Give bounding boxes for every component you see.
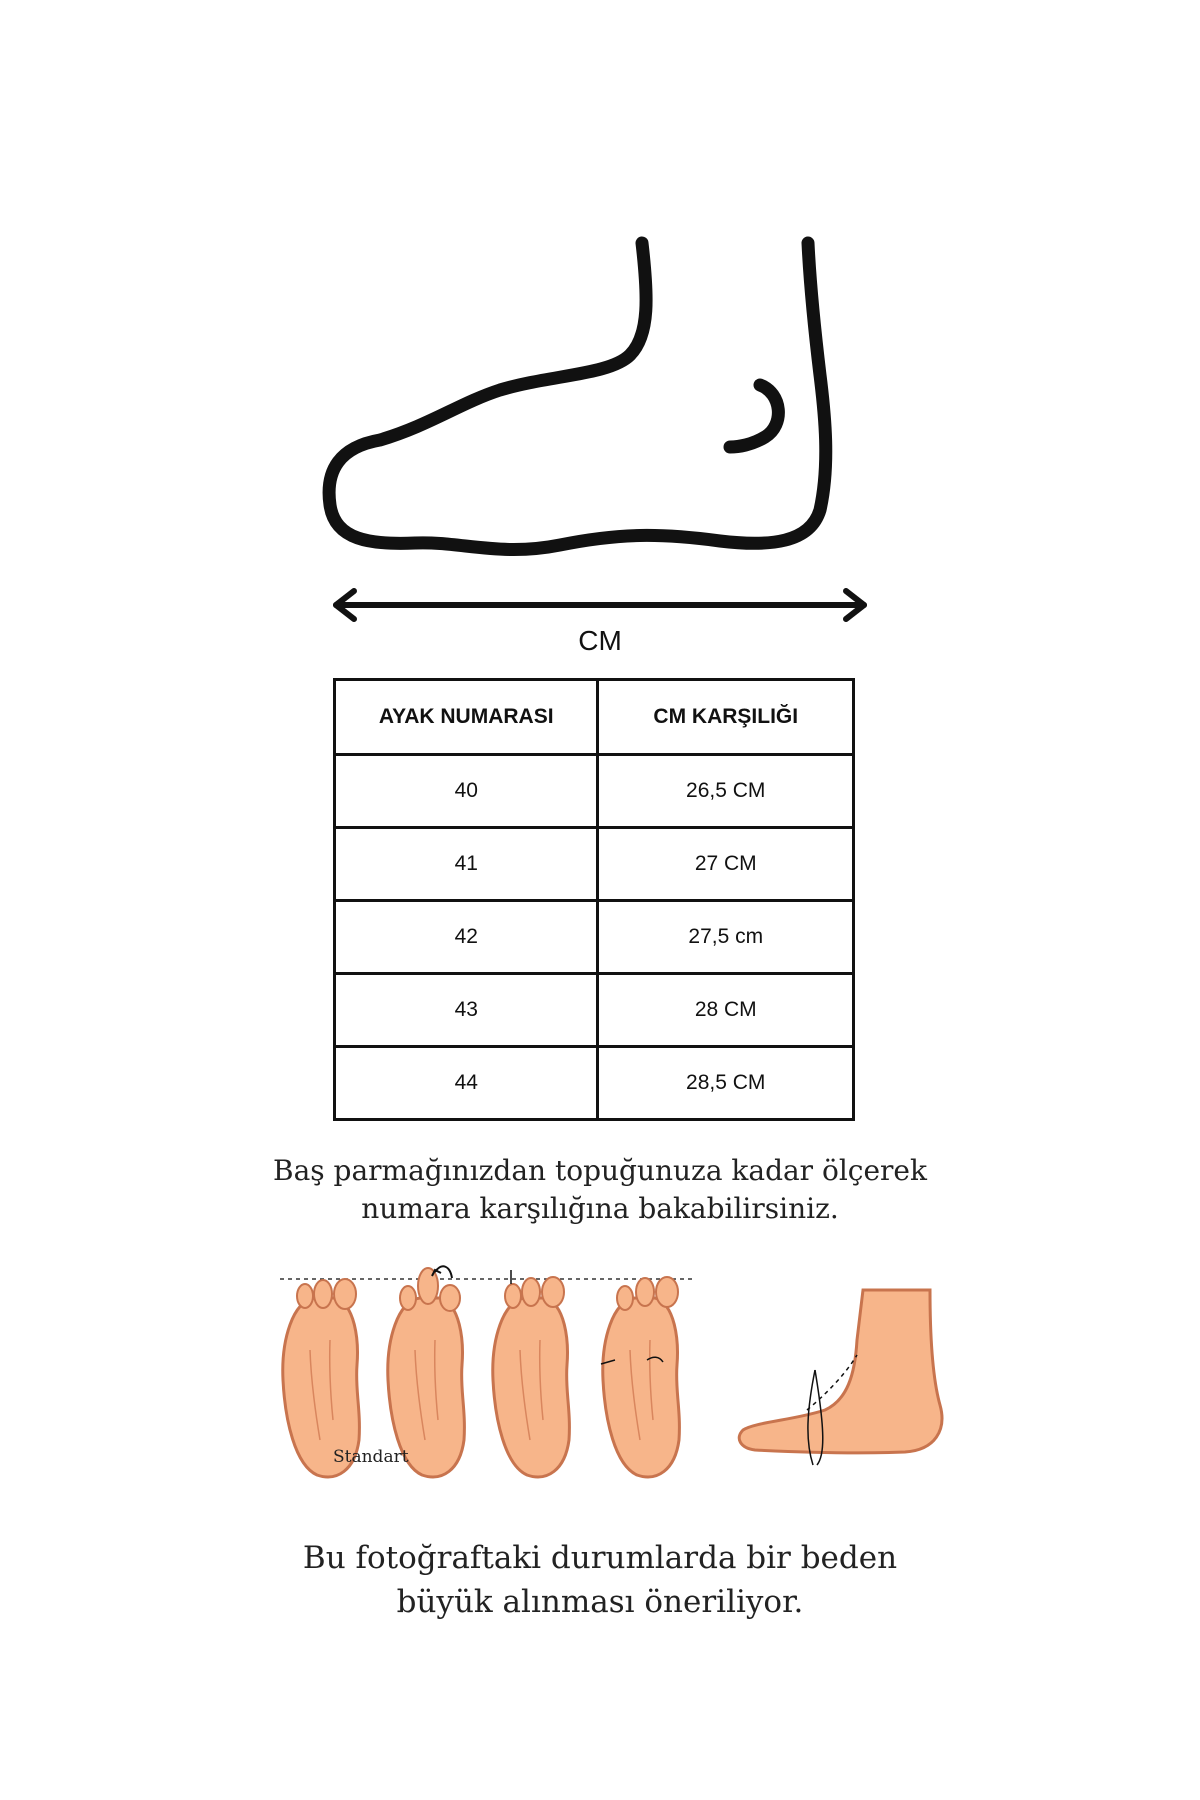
recommendation-line-1: Bu fotoğraftaki durumlarda bir beden: [302, 1540, 898, 1576]
table-row: [335, 755, 854, 828]
double-arrow-icon: [328, 585, 872, 625]
foot-long-second-toe: [388, 1266, 465, 1477]
cm-cell: 27 CM: [598, 828, 854, 901]
shoe-size-cell: 43: [335, 974, 598, 1047]
size-recommendation: [0, 1536, 1200, 1624]
foot-wide: [601, 1277, 679, 1477]
table-header-row: [335, 680, 854, 755]
cm-cell: 28 CM: [598, 974, 854, 1047]
cm-cell: 26,5 CM: [598, 755, 854, 828]
foot-even-toes: [493, 1270, 570, 1477]
foot-side-view: [739, 1290, 942, 1465]
shoe-size-cell: 40: [335, 755, 598, 828]
header-shoe-size: AYAK NUMARASI: [335, 680, 598, 755]
measurement-instruction: [0, 1152, 1200, 1228]
table-row: [335, 901, 854, 974]
instruction-line-2: numara karşılığına bakabilirsiniz.: [361, 1192, 839, 1225]
cm-cell: 27,5 cm: [598, 901, 854, 974]
size-table: [333, 678, 855, 1121]
table-row: [335, 828, 854, 901]
shoe-size-cell: 42: [335, 901, 598, 974]
header-cm-equivalent: CM KARŞILIĞI: [598, 680, 854, 755]
foot-outline-icon: [320, 225, 880, 565]
shoe-size-cell: 44: [335, 1047, 598, 1120]
table-row: [335, 974, 854, 1047]
shoe-size-cell: 41: [335, 828, 598, 901]
measure-label: CM: [578, 625, 622, 656]
standard-foot-label: Standart: [333, 1447, 409, 1467]
table-row: [335, 1047, 854, 1120]
recommendation-line-2: büyük alınması öneriliyor.: [396, 1584, 804, 1620]
cm-cell: 28,5 CM: [598, 1047, 854, 1120]
instruction-line-1: Baş parmağınızdan topuğunuza kadar ölçerek: [273, 1154, 927, 1187]
